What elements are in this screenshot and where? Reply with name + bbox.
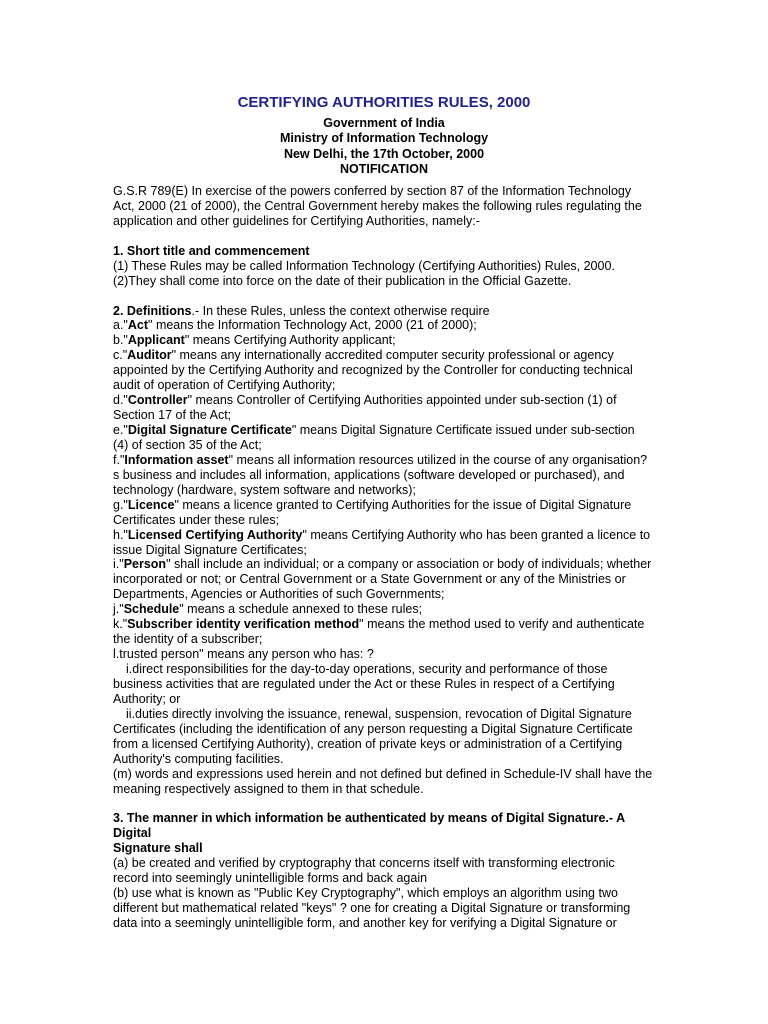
definition-term: Person bbox=[123, 557, 167, 572]
definition-item bbox=[113, 423, 733, 438]
definition-label: d." bbox=[113, 393, 128, 408]
definition-term: Act bbox=[127, 318, 149, 333]
definition-item bbox=[113, 333, 733, 348]
section-heading-line bbox=[113, 304, 733, 319]
definition-item bbox=[113, 318, 733, 333]
definition-item bbox=[113, 602, 733, 617]
definition-continuation: Authority's computing facilities. bbox=[113, 751, 284, 766]
definition-term: Information asset bbox=[124, 452, 229, 467]
header-place-date: New Delhi, the 17th October, 2000 bbox=[283, 146, 485, 161]
paragraph-gap bbox=[113, 796, 733, 811]
definition-text: " means Certifying Authority applicant; bbox=[184, 333, 396, 348]
definition-item-trusted-person: l.trusted person" means any person who has: ? bbox=[113, 647, 374, 662]
definition-label: c." bbox=[113, 348, 128, 363]
definition-label: i." bbox=[113, 557, 124, 572]
definition-text: " means the method used to verify and authenticate bbox=[359, 617, 645, 632]
definition-label: j." bbox=[113, 602, 124, 617]
definition-item bbox=[113, 393, 733, 408]
definition-continuation: Departments, Agencies or Authorities of such Governments; bbox=[113, 587, 445, 602]
section-heading: 2. Definitions bbox=[113, 303, 192, 318]
preamble-line: application and other guidelines for Certifying Authorities, namely:- bbox=[113, 213, 480, 228]
preamble-line: Act, 2000 (21 of 2000), the Central Government hereby makes the following rules regulating the bbox=[113, 198, 642, 213]
definition-label: g." bbox=[113, 497, 128, 512]
definition-term: Schedule bbox=[123, 602, 180, 617]
section-intro: .- In these Rules, unless the context otherwise require bbox=[191, 303, 490, 318]
definition-continuation: Authority; or bbox=[113, 691, 181, 706]
definition-item bbox=[113, 498, 733, 513]
definition-text: " means a licence granted to Certifying Authorities for the issue of Digital Signature bbox=[174, 497, 632, 512]
paragraph-gap bbox=[113, 229, 733, 244]
definition-label: e." bbox=[113, 423, 128, 437]
section-heading: Signature shall bbox=[113, 841, 203, 856]
definition-label: a." bbox=[113, 318, 128, 333]
definition-item bbox=[113, 453, 733, 468]
paragraph-gap bbox=[113, 289, 733, 304]
definition-text: " means a schedule annexed to these rules; bbox=[179, 602, 423, 617]
preamble-line: G.S.R 789(E) In exercise of the powers conferred by section 87 of the Information Technology bbox=[113, 184, 632, 198]
section-line: (1) These Rules may be called Information Technology (Certifying Authorities) Rules, 2000. bbox=[113, 258, 615, 273]
section-line: record into seemingly unintelligible forms and back again bbox=[113, 871, 428, 886]
definition-term: Digital Signature Certificate bbox=[127, 423, 292, 437]
definition-term: Licensed Certifying Authority bbox=[127, 527, 303, 542]
section-line: (b) use what is known as "Public Key Cryptography", which employs an algorithm using two bbox=[113, 886, 618, 901]
definition-label: b." bbox=[113, 333, 128, 348]
trusted-person-subitem: ii.duties directly involving the issuance, renewal, suspension, revocation of Digital Signature bbox=[126, 706, 632, 721]
definition-term: Applicant bbox=[127, 333, 185, 348]
definition-continuation: s business and includes all information, applications (software developed or purchased), and bbox=[113, 467, 625, 482]
definition-term: Subscriber identity verification method bbox=[127, 617, 360, 632]
definition-text: " means all information resources utilized in the course of any organisation? bbox=[228, 452, 648, 467]
header-ministry: Ministry of Information Technology bbox=[279, 131, 489, 145]
header-notification: NOTIFICATION bbox=[340, 162, 428, 176]
definition-continuation: Certificates (including the identification of any person requesting a Digital Signature Certificate bbox=[113, 721, 633, 736]
section-line: different but mathematical related "keys" ? one for creating a Digital Signature or transforming bbox=[113, 901, 631, 915]
definition-item-m: (m) words and expressions used herein and not defined but defined in Schedule-IV shall have the bbox=[113, 766, 653, 781]
definition-item bbox=[113, 557, 733, 572]
definition-item bbox=[113, 617, 733, 632]
section-heading: Digital bbox=[113, 826, 152, 841]
definition-continuation: appointed by the Certifying Authority and recognized by the Controller for conducting technical bbox=[113, 363, 633, 378]
definition-term: Licence bbox=[127, 497, 175, 512]
section-line: (a) be created and verified by cryptography that concerns itself with transforming electronic bbox=[113, 856, 615, 871]
definition-text: " means Digital Signature Certificate issued under sub-section bbox=[291, 423, 635, 437]
section-heading: 1. Short title and commencement bbox=[113, 243, 310, 258]
section-line: data into a seemingly unintelligible form, and another key for verifying a Digital Signature or bbox=[113, 915, 617, 930]
header-government: Government of India bbox=[323, 115, 445, 130]
section-line: (2)They shall come into force on the date of their publication in the Official Gazette. bbox=[113, 273, 572, 288]
definition-label: h." bbox=[113, 527, 128, 542]
definition-continuation: the identity of a subscriber; bbox=[113, 632, 263, 647]
trusted-person-subitem: i.direct responsibilities for the day-to-day operations, security and performance of those bbox=[126, 662, 608, 676]
definition-term: Auditor bbox=[127, 348, 172, 363]
definition-continuation: incorporated or not; or Central Government or a State Government or any of the Ministries or bbox=[113, 572, 626, 587]
definition-item bbox=[113, 528, 733, 543]
definition-text: " means Certifying Authority who has been granted a licence to bbox=[302, 527, 651, 542]
definition-continuation: business activities that are regulated under the Act or these Rules in respect of a Certifying bbox=[113, 676, 615, 691]
document-body bbox=[113, 184, 733, 931]
document-header bbox=[0, 116, 768, 178]
definition-continuation: (4) of section 35 of the Act; bbox=[113, 437, 262, 452]
definition-text: " means any internationally accredited computer security professional or agency bbox=[171, 348, 614, 363]
definition-continuation: Section 17 of the Act; bbox=[113, 408, 232, 423]
definition-text: " means the Information Technology Act, 2000 (21 of 2000); bbox=[148, 318, 477, 333]
definition-continuation: meaning respectively assigned to them in that schedule. bbox=[113, 781, 424, 796]
definition-continuation: issue Digital Signature Certificates; bbox=[113, 542, 307, 557]
definition-item bbox=[113, 348, 733, 363]
definition-continuation: audit of operation of Certifying Authority; bbox=[113, 378, 336, 393]
definition-label: k." bbox=[113, 617, 128, 632]
definition-continuation: from a licensed Certifying Authority), creation of private keys or administration of a Certifying bbox=[113, 736, 623, 751]
definition-text: " shall include an individual; or a company or association or body of individuals; whether bbox=[166, 557, 652, 572]
definition-term: Controller bbox=[127, 393, 188, 408]
definition-text: " means Controller of Certifying Authorities appointed under sub-section (1) of bbox=[187, 393, 617, 408]
document-title: CERTIFYING AUTHORITIES RULES, 2000 bbox=[237, 94, 531, 111]
definition-continuation: Certificates under these rules; bbox=[113, 512, 280, 527]
definition-continuation: technology (hardware, system software and networks); bbox=[113, 482, 416, 497]
section-heading: 3. The manner in which information be authenticated by means of Digital Signature.- A bbox=[113, 811, 626, 826]
definition-label: f." bbox=[113, 452, 125, 467]
